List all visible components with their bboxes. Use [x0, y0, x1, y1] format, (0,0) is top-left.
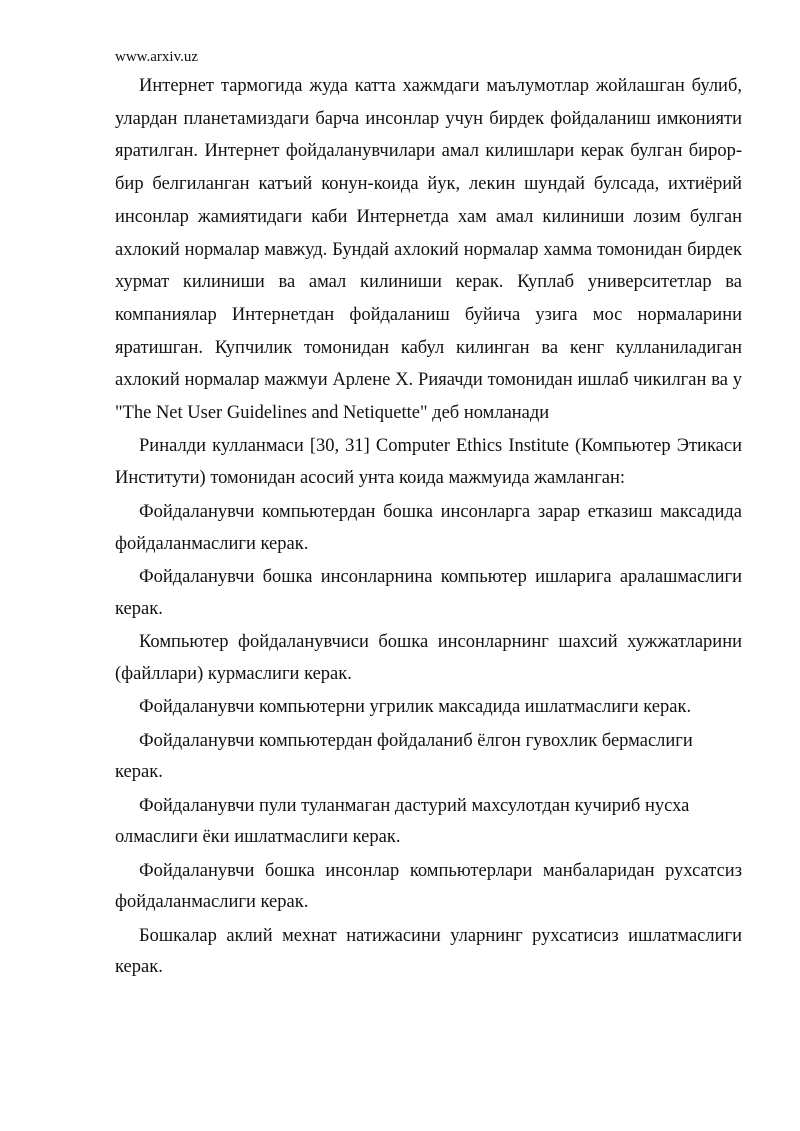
rule-item-3: Компьютер фойдаланувчиси бошка инсонларнинг шахсий хужжатларини (файллари) курмаслиги керак. [115, 632, 742, 684]
rule-item-7: Фойдаланувчи бошка инсонлар компьютерлари манбаларидан рухсатсиз фойдаланмаслиги керак. [115, 860, 742, 913]
rule-item-8: Бошкалар аклий мехнат натижасини уларнинг рухсатисиз ишлатмаслиги керак. [115, 925, 742, 978]
rule-item-1: Фойдаланувчи компьютердан бошка инсонларга зарар етказиш максадида фойдаланмаслиги керак. [115, 502, 742, 554]
intro-paragraph: Интернет тармогида жуда катта хажмдаги маълумотлар жойлашган булиб, улардан планетамиздаги барча инсонлар учун бирдек фойдаланиш имконияти яратилган. Интернет фойдаланувчилари амал килишлари керак булган бирор-бир белгиланган катъий конун-коида йук, лекин шундай булсада, ихтиёрий инсонлар жамиятидаги каби Интернетда хам амал килиниши лозим булган ахлокий нормалар мавжуд. Бундай ахлокий нормалар хамма томонидан бирдек хурмат килиниши ва амал килиниши керак. Куплаб университетлар ва компаниялар Интернетдан фойдаланиш буйича узига мос нормаларини яратишган. Купчилик томонидан кабул килинган ва кенг кулланиладиган ахлокий нормалар мажмуи Арлене Х. Рияачди томонидан ишлаб чикилган ва у "The Net User Guidelines and Netiquette" деб номланади [115, 76, 742, 424]
rule-item-6: Фойдаланувчи пули туланмаган дастурий махсулотдан кучириб нусха олмаслиги ёки ишлатмаслиги керак. [115, 795, 690, 848]
document-body [115, 70, 742, 984]
rule-item-5: Фойдаланувчи компьютердан фойдаланиб ёлгон гувохлик бермаслиги керак. [115, 730, 693, 783]
guidelines-intro-paragraph: Риналди кулланмаси [30, 31] Computer Ethics Institute (Компьютер Этикаси Институти) томонидан асосий унта коида мажмуида жамланган: [115, 435, 742, 489]
rule-item-2: Фойдаланувчи бошка инсонларнина компьютер ишларига аралашмаслиги керак. [115, 567, 742, 619]
site-header: www.arxiv.uz [115, 49, 199, 65]
rule-item-4: Фойдаланувчи компьютерни угрилик максадида ишлатмаслиги керак. [139, 697, 692, 718]
